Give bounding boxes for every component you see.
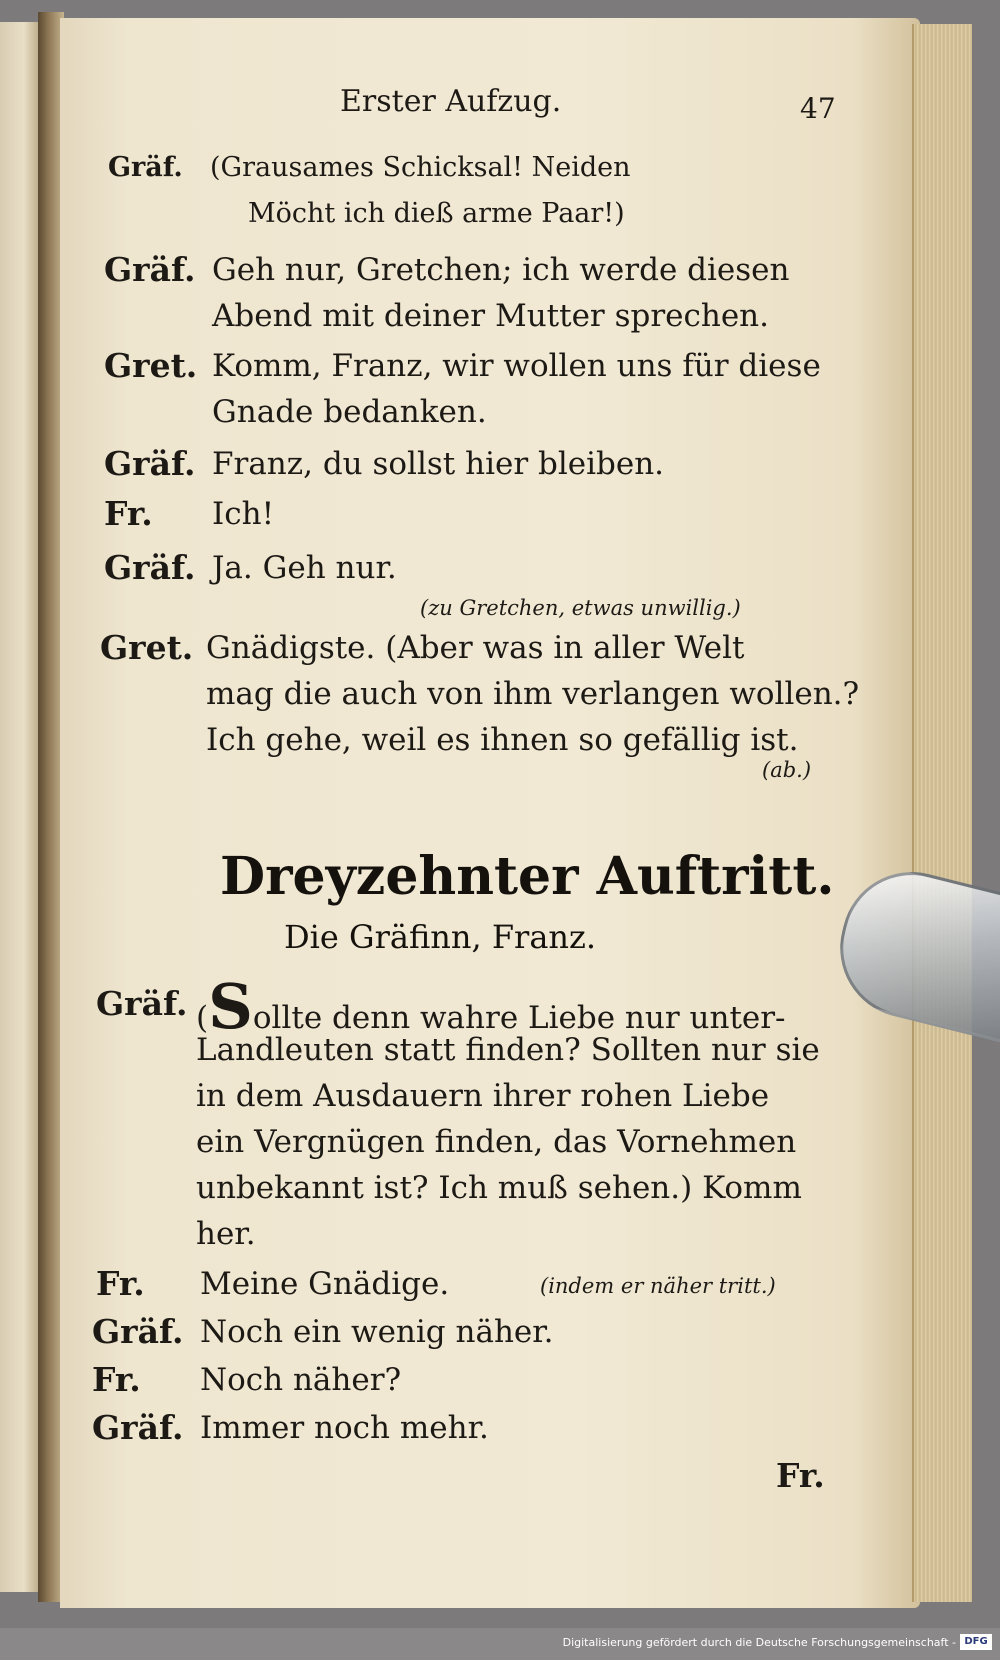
speaker-label: Gräf. (92, 1408, 184, 1447)
dialogue-line: Immer noch mehr. (200, 1410, 489, 1446)
speaker-label: Gräf. (104, 548, 196, 587)
drop-initial: S (208, 970, 253, 1043)
dialogue-line: Gnädigste. (Aber was in aller Welt (206, 630, 745, 666)
dfg-logo: DFG (960, 1634, 992, 1650)
dialogue-line: Komm, Franz, wir wollen uns für diese (212, 348, 821, 384)
dialogue-line: Meine Gnädige. (200, 1266, 450, 1302)
dialogue-line: Geh nur, Gretchen; ich werde diesen (212, 252, 790, 288)
page-number: 47 (800, 92, 836, 125)
dialogue-line: Ich! (212, 496, 275, 532)
catchword: Fr. (776, 1456, 825, 1495)
funding-credit: Digitalisierung gefördert durch die Deutsche Forschungsgemeinschaft - (562, 1636, 956, 1649)
speaker-label: Gräf. (104, 444, 196, 483)
speaker-label: Fr. (96, 1264, 145, 1303)
line-text: ollte denn wahre Liebe nur unter- (252, 1000, 786, 1036)
dialogue-line: Landleuten statt finden? Sollten nur sie (196, 1032, 820, 1068)
dialogue-line: Noch ein wenig näher. (200, 1314, 554, 1350)
dialogue-line: unbekannt ist? Ich muß sehen.) Komm (196, 1170, 802, 1206)
dialogue-line: Möcht ich dieß arme Paar!) (248, 198, 625, 229)
dialogue-line: her. (196, 1216, 256, 1252)
dialogue-line: Abend mit deiner Mutter sprechen. (212, 298, 770, 334)
dialogue-line: Gnade bedanken. (212, 394, 487, 430)
dialogue-line-first (196, 970, 786, 1043)
page-stack-edge (912, 24, 972, 1602)
dialogue-line: Franz, du sollst hier bleiben. (212, 446, 665, 482)
running-title: Erster Aufzug. (340, 84, 562, 119)
dialogue-line: Ich gehe, weil es ihnen so gefällig ist. (206, 722, 799, 758)
speaker-label: Gräf. (104, 250, 196, 289)
speaker-label: Fr. (92, 1360, 141, 1399)
speaker-label: Gräf. (108, 152, 183, 183)
stage-direction: (zu Gretchen, etwas unwillig.) (420, 596, 741, 620)
dialogue-line: Ja. Geh nur. (212, 550, 397, 586)
speaker-label: Gräf. (96, 984, 188, 1023)
speaker-label: Gret. (100, 628, 194, 667)
scene-characters: Die Gräfinn, Franz. (284, 918, 597, 956)
left-page-edge (0, 22, 40, 1592)
stage-direction: (indem er näher tritt.) (540, 1274, 776, 1298)
speaker-label: Fr. (104, 494, 153, 533)
speaker-label: Gret. (104, 346, 198, 385)
scene-title: Dreyzehnter Auftritt. (220, 846, 835, 907)
speaker-label: Gräf. (92, 1312, 184, 1351)
stage-direction-exit: (ab.) (762, 758, 812, 782)
dialogue-line: in dem Ausdauern ihrer rohen Liebe (196, 1078, 770, 1114)
dialogue-line: ein Vergnügen finden, das Vornehmen (196, 1124, 797, 1160)
dialogue-line: (Grausames Schicksal! Neiden (210, 152, 631, 183)
open-paren: ( (196, 1000, 209, 1036)
dialogue-line: Noch näher? (200, 1362, 402, 1398)
dialogue-line: mag die auch von ihm verlangen wollen.? (206, 676, 860, 712)
